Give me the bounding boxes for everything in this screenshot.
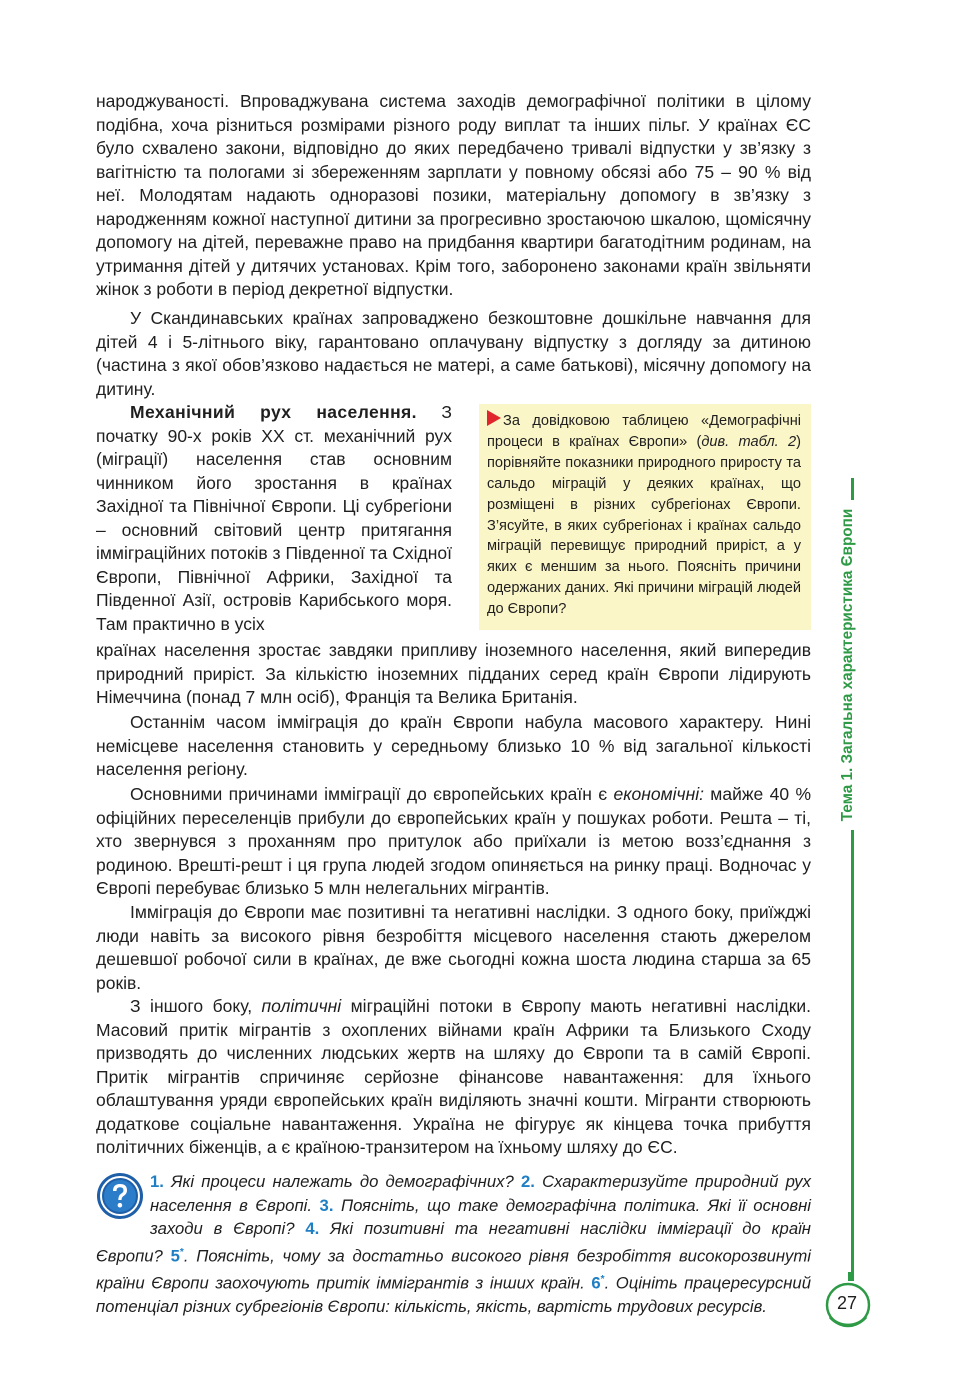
question-1: Які процеси належать до демографічних? [163, 1172, 521, 1191]
question-number-4: 4. [305, 1219, 320, 1238]
question-number-3: 3. [319, 1195, 334, 1215]
question-number-5: 5 [170, 1246, 180, 1266]
question-4: Які позитивні та негативні наслідки імміграції до країн Європи? [96, 1219, 811, 1266]
question-number-1: 1. [150, 1172, 164, 1191]
body-paragraph-6: Імміграція до Європи має позитивні та негативні наслідки. З одного боку, приїжджі люди навіть за високого рівня безробіття місцевого населення стають джерелом дешевшої робочої сили в країнах, де вже сьогодні кожна шоста людина старша за 65 років. [96, 902, 811, 993]
task-marker-icon [487, 410, 501, 426]
paragraph-7-part-a: З іншого боку, [130, 996, 262, 1016]
task-text [487, 410, 801, 620]
question-2: Схарактеризуйте природний рух населення в Європі. [150, 1172, 811, 1215]
body-paragraph-3-intro [96, 401, 452, 636]
paragraph-7-emphasis: політичні [261, 996, 342, 1016]
paragraph-7-part-b: міграційні потоки в Європу мають негативні наслідки. Масовий притік мігрантів з охоплених війнами країн Африки та Близького Сходу призводять до численних людських жертв на шляху до Європи та в самій Європі. Притік мігрантів спричиняє серйозне фінансове навантаження: для їхнього облаштування уряди європейських країн виділяють значні кошти. Мігранти створюють додаткове соціальне навантаження. Україна не фігурує як кінцева точка прибуття політичних біженців, а є країною-транзитером на їхньому шляху до ЄС. [96, 996, 811, 1157]
question-5: . Поясніть, чому за достатньо високого рівня безробіття високорозвинуті країни Європи заохочують притік іммігрантів з інших країн. [96, 1246, 811, 1293]
task-text-part-a: За довідковою таблицею «Демографічні процеси в країнах Європи» ( [487, 413, 801, 450]
task-box [479, 404, 811, 630]
task-table-reference: див. табл. 2 [701, 433, 797, 450]
body-paragraph-3-continued: країнах населення зростає завдяки припливу іноземного населення, який випередив природний приріст. За кількістю іноземних підданих серед країн Європи лідирують Німеччина (понад 7 млн осіб), Франція та Велика Британія. [96, 640, 811, 707]
review-questions [96, 1170, 811, 1318]
paragraph-5-part-b: майже 40 % офіційних переселенців прибули до європейських країн у пошуках роботи. Решта – ті, хто звернувся з проханням про притулок або приїхали із метою возз’єднання з родиною. Врешті-решт і ця група людей згодом опиняється на ринку праці. Водночас у Європі перебуває близько 5 млн нелегальних мігрантів. [96, 784, 812, 898]
question-number-2: 2. [520, 1172, 535, 1191]
body-paragraph-7 [96, 995, 811, 1160]
body-paragraph-4: Останнім часом імміграція до країн Європи набула масового характеру. Нині немісцеве населення становить у середньому близько 10 % від загальної кількості населення регіону. [96, 712, 811, 779]
paragraph-5-emphasis: економічні: [613, 784, 704, 804]
body-paragraph-1: народжуваності. Впроваджувана система заходів демографічної політики в цілому подібна, хоча різниться розмірами різного роду виплат та інших пільг. У країнах ЄС було схвалено закони, відповідно до яких передбачено тривалі відпустки у зв’язку з вагітністю та пологами зі збереженням зарплати у повному обсязі або 75 – 90 % від неї. Молодятам надають одноразові позики, матеріальну допомогу в зв’язку з народженням кожної наступної дитини за прогресивно зростаючою шкалою, щомісячну допомогу на дітей, переважне право на придбання квартири багатодітним родинам, на утримання дітей у дитячих установах. Крім того, заборонено законами країн звільняти жінок з роботи в період декретної відпустки. [96, 91, 811, 299]
paragraph-3-narrow-text: З початку 90-х років XX ст. механічний рух (міграції) населення став основним чинником його зростання в країнах Західної та Північної Європи. Ці субрегіони – основний світовий центр притягання імміграційних потоків з Південної та Східної Європи, Північної Африки, Західної та Південної Азії, островів Карибського моря. Там практично в усіх [96, 402, 452, 634]
task-text-part-b: ) порівняйте показники природного приросту та сальдо міграцій у деяких країнах, що розміщені в різних субрегіонах Європи. З’ясуйте, в яких субрегіонах і країнах сальдо міграцій перевищує природний приріст, а у яких є меншим за нього. Поясніть причини одержаних даних. Які причини міграцій людей до Європи? [487, 433, 801, 618]
question-6-star: * [600, 1273, 605, 1285]
paragraph-5-part-a: Основними причинами імміграції до європейських країн є [130, 784, 614, 804]
page-number: 27 [836, 1293, 858, 1313]
body-paragraph-2: У Скандинавських країнах запроваджено безкоштовне дошкільне навчання для дітей 4 і 5-літнього віку, гарантовано оплачувану відпустку з догляду за дитиною (частина з якої обов’язково надається не матері, а саме батькові), місячну допомогу на дитину. [96, 308, 811, 399]
question-number-6: 6 [591, 1273, 601, 1293]
body-paragraph-5 [96, 783, 811, 901]
question-3: Поясніть, що таке демографічна політика. Які її основні заходи в Європі? [150, 1195, 811, 1238]
question-icon-spacer [96, 1170, 150, 1220]
question-6: . Оцініть працересурсний потенціал різних субрегіонів Європи: кількість, якість, вартість трудових ресурсів. [96, 1273, 811, 1316]
chapter-side-label: Тема 1. Загальна характеристика Європи [838, 500, 858, 830]
question-5-star: * [179, 1246, 184, 1258]
section-heading-mechanical-movement: Механічний рух населення. [130, 402, 417, 422]
